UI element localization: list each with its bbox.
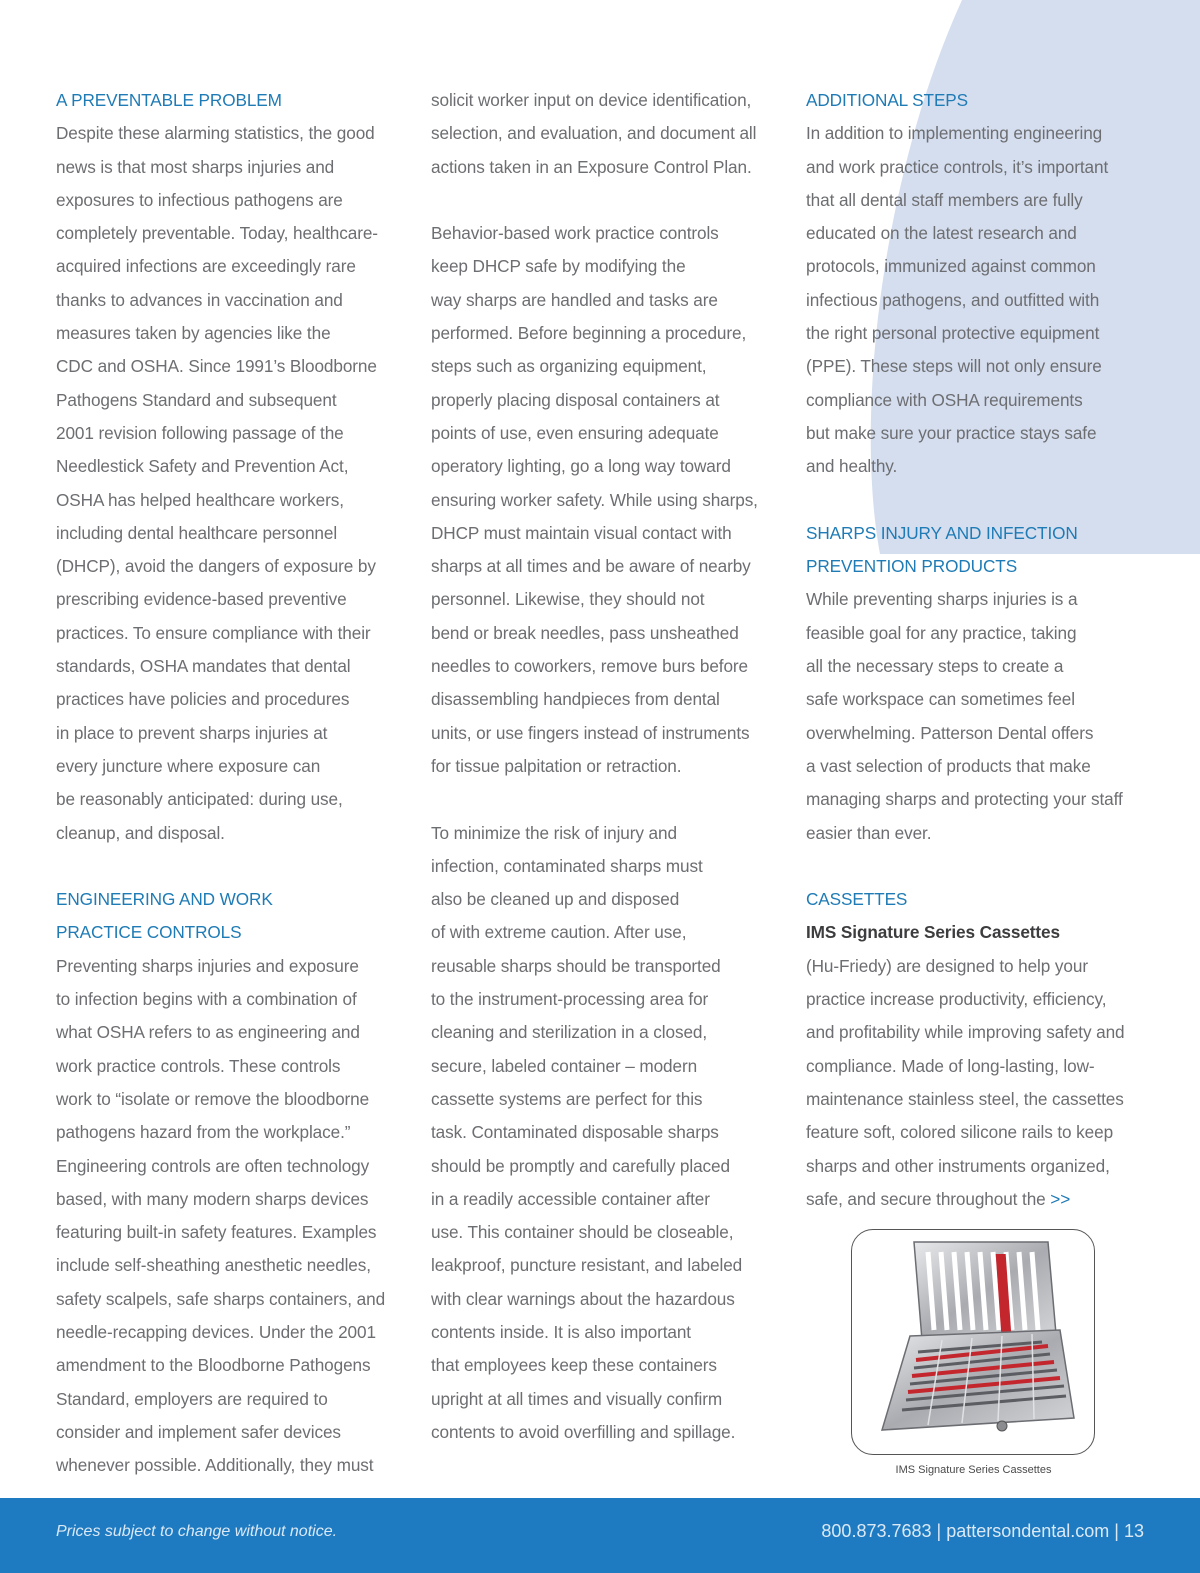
text-line: way sharps are handled and tasks are (431, 289, 718, 310)
text-line: overwhelming. Patterson Dental offers (806, 722, 1094, 743)
text-line: needle-recapping devices. Under the 2001 (56, 1321, 376, 1342)
text-line: that employees keep these containers (431, 1355, 717, 1376)
text-line: should be promptly and carefully placed (431, 1155, 730, 1176)
text-line: all the necessary steps to create a (806, 656, 1064, 677)
text-line: practice increase productivity, efficiency, (806, 989, 1107, 1010)
text-line: featuring built-in safety features. Examples (56, 1222, 377, 1243)
text-line: Needlestick Safety and Prevention Act, (56, 456, 349, 477)
column-right (806, 84, 1151, 1216)
text-line: protocols, immunized against common (806, 256, 1096, 277)
column-middle (431, 84, 776, 1449)
text-line: consider and implement safer devices (56, 1421, 341, 1442)
text-line: standards, OSHA mandates that dental (56, 656, 351, 677)
image-caption: IMS Signature Series Cassettes (895, 1464, 1052, 1476)
text-line: exposures to infectious pathogens are (56, 189, 343, 210)
text-line: whenever possible. Additionally, they must (56, 1455, 374, 1476)
cassette-product-image (852, 1230, 1094, 1454)
text-line: cassette systems are perfect for this (431, 1088, 703, 1109)
paragraph-disposal (431, 817, 776, 1450)
heading-additional-steps (806, 84, 1151, 117)
text-line: for tissue palpitation or retraction. (431, 755, 682, 776)
text-line: including dental healthcare personnel (56, 522, 338, 543)
text-line: In addition to implementing engineering (806, 123, 1103, 144)
text-line: also be cleaned up and disposed (431, 889, 680, 910)
text-line: personnel. Likewise, they should not (431, 589, 705, 610)
footer-bar (0, 1498, 1200, 1573)
text-line: infectious pathogens, and outfitted with (806, 289, 1100, 310)
text-line: based, with many modern sharps devices (56, 1188, 369, 1209)
text-line: While preventing sharps injuries is a (806, 589, 1078, 610)
text-line: operatory lighting, go a long way toward (431, 456, 731, 477)
text-line: contents to avoid overfilling and spillage. (431, 1421, 736, 1442)
text-line: every juncture where exposure can (56, 755, 321, 776)
text-line: Preventing sharps injuries and exposure (56, 955, 359, 976)
text-line: Behavior-based work practice controls (431, 223, 719, 244)
text-line: managing sharps and protecting your staff (806, 789, 1123, 810)
text-line: (PPE). These steps will not only ensure (806, 356, 1102, 377)
text-line: educated on the latest research and (806, 223, 1077, 244)
text-line: amendment to the Bloodborne Pathogens (56, 1355, 371, 1376)
text-line: practices have policies and procedures (56, 689, 350, 710)
text-line: to infection begins with a combination of (56, 989, 357, 1010)
text-line: acquired infections are exceedingly rare (56, 256, 356, 277)
text-line: Pathogens Standard and subsequent (56, 389, 337, 410)
text-line: CDC and OSHA. Since 1991’s Bloodborne (56, 356, 377, 377)
text-line: DHCP must maintain visual contact with (431, 522, 732, 543)
text-line: to the instrument-processing area for (431, 989, 709, 1010)
text-line: with clear warnings about the hazardous (431, 1288, 735, 1309)
text-line: reusable sharps should be transported (431, 955, 721, 976)
text-line: the right personal protective equipment (806, 323, 1100, 344)
paragraph-behavior-controls (431, 217, 776, 783)
text-line: bend or break needles, pass unsheathed (431, 622, 739, 643)
footer-contact: 800.873.7683 | pattersondental.com | 13 (821, 1521, 1144, 1541)
text-line: infection, contaminated sharps must (431, 855, 703, 876)
text-line: (DHCP), avoid the dangers of exposure by (56, 556, 376, 577)
text-line: OSHA has helped healthcare workers, (56, 489, 344, 510)
text-line: news is that most sharps injuries and (56, 156, 335, 177)
text-line: (Hu-Friedy) are designed to help your (806, 955, 1088, 976)
text-line: keep DHCP safe by modifying the (431, 256, 686, 277)
heading-engineering-controls (56, 883, 401, 950)
text-line: feature soft, colored silicone rails to keep (806, 1122, 1114, 1143)
text-line: measures taken by agencies like the (56, 323, 331, 344)
text-line: and healthy. (806, 456, 898, 477)
text-line: PREVENTION PRODUCTS (806, 556, 1018, 577)
text-line: work to “isolate or remove the bloodborne (56, 1088, 370, 1109)
text-line: solicit worker input on device identification, (431, 90, 752, 110)
text-line: be reasonably anticipated: during use, (56, 789, 343, 810)
paragraph-worker-input (431, 84, 776, 184)
paragraph-engineering-controls (56, 950, 401, 1483)
text-line: PRACTICE CONTROLS (56, 922, 242, 943)
text-line: performed. Before beginning a procedure, (431, 323, 747, 344)
cassettes-last-line-text: safe, and secure throughout the (806, 1188, 1046, 1209)
text-line: cleanup, and disposal. (56, 822, 225, 843)
text-line: Engineering controls are often technology (56, 1155, 370, 1176)
paragraph-cassettes (806, 950, 1151, 1183)
paragraph-prevention-products (806, 583, 1151, 849)
text-line: contents inside. It is also important (431, 1321, 691, 1342)
text-line: safe workspace can sometimes feel (806, 689, 1075, 710)
text-line: safety scalpels, safe sharps containers, and (56, 1288, 386, 1309)
text-line: easier than ever. (806, 822, 932, 843)
text-line: selection, and evaluation, and document all (431, 123, 757, 144)
text-line: use. This container should be closeable, (431, 1222, 734, 1243)
text-line: secure, labeled container – modern (431, 1055, 698, 1076)
text-line: prescribing evidence-based preventive (56, 589, 347, 610)
heading-prevention-products (806, 517, 1151, 584)
text-line: leakproof, puncture resistant, and labeled (431, 1255, 743, 1276)
text-line: compliance with OSHA requirements (806, 389, 1083, 410)
text-line: SHARPS INJURY AND INFECTION (806, 522, 1078, 543)
text-line: ENGINEERING AND WORK (56, 889, 273, 910)
text-line: feasible goal for any practice, taking (806, 622, 1077, 643)
text-line: in a readily accessible container after (431, 1188, 710, 1209)
text-line: Standard, employers are required to (56, 1388, 328, 1409)
text-line: To minimize the risk of injury and (431, 822, 677, 843)
text-line: that all dental staff members are fully (806, 189, 1083, 210)
text-line: of with extreme caution. After use, (431, 922, 687, 943)
text-line: properly placing disposal containers at (431, 389, 720, 410)
text-line: but make sure your practice stays safe (806, 422, 1097, 443)
text-line: A PREVENTABLE PROBLEM (56, 90, 282, 110)
text-line: sharps at all times and be aware of nearby (431, 556, 751, 577)
text-line: 2001 revision following passage of the (56, 422, 344, 443)
text-line: pathogens hazard from the workplace.” (56, 1122, 351, 1143)
paragraph-additional-steps (806, 117, 1151, 483)
text-line: completely preventable. Today, healthcare- (56, 223, 378, 244)
text-line: and work practice controls, it’s important (806, 156, 1109, 177)
text-line: in place to prevent sharps injuries at (56, 722, 328, 743)
text-line: needles to coworkers, remove burs before (431, 656, 748, 677)
text-line: points of use, even ensuring adequate (431, 422, 719, 443)
paragraph-preventable-problem (56, 117, 401, 850)
text-line: maintenance stainless steel, the cassettes (806, 1088, 1124, 1109)
heading-a-preventable-problem (56, 84, 401, 117)
continue-link[interactable]: >> (1050, 1188, 1071, 1209)
text-line: include self-sheathing anesthetic needles, (56, 1255, 371, 1276)
text-line: compliance. Made of long-lasting, low- (806, 1055, 1095, 1076)
text-line: actions taken in an Exposure Control Plan. (431, 156, 752, 177)
heading-cassettes (806, 883, 1151, 916)
text-line: thanks to advances in vaccination and (56, 289, 343, 310)
product-image-frame (851, 1229, 1095, 1455)
text-line: ADDITIONAL STEPS (806, 90, 969, 110)
text-line: steps such as organizing equipment, (431, 356, 707, 377)
text-line: practices. To ensure compliance with their (56, 622, 371, 643)
text-line: sharps and other instruments organized, (806, 1155, 1110, 1176)
paragraph-cassettes-last-line (806, 1183, 1151, 1216)
text-line: and profitability while improving safety and (806, 1022, 1125, 1043)
text-line: a vast selection of products that make (806, 755, 1091, 776)
footer-disclaimer: Prices subject to change without notice. (56, 1523, 338, 1540)
text-line: task. Contaminated disposable sharps (431, 1122, 719, 1143)
text-line: CASSETTES (806, 889, 908, 910)
text-line: ensuring worker safety. While using sharps, (431, 489, 758, 510)
text-line: work practice controls. These controls (56, 1055, 341, 1076)
text-line: units, or use fingers instead of instruments (431, 722, 750, 743)
product-name: IMS Signature Series Cassettes (806, 922, 1060, 943)
text-line: Despite these alarming statistics, the good (56, 123, 375, 144)
text-line: upright at all times and visually confirm (431, 1388, 723, 1409)
text-line: what OSHA refers to as engineering and (56, 1022, 360, 1043)
column-left (56, 84, 401, 1482)
text-line: disassembling handpieces from dental (431, 689, 720, 710)
text-line: cleaning and sterilization in a closed, (431, 1022, 708, 1043)
